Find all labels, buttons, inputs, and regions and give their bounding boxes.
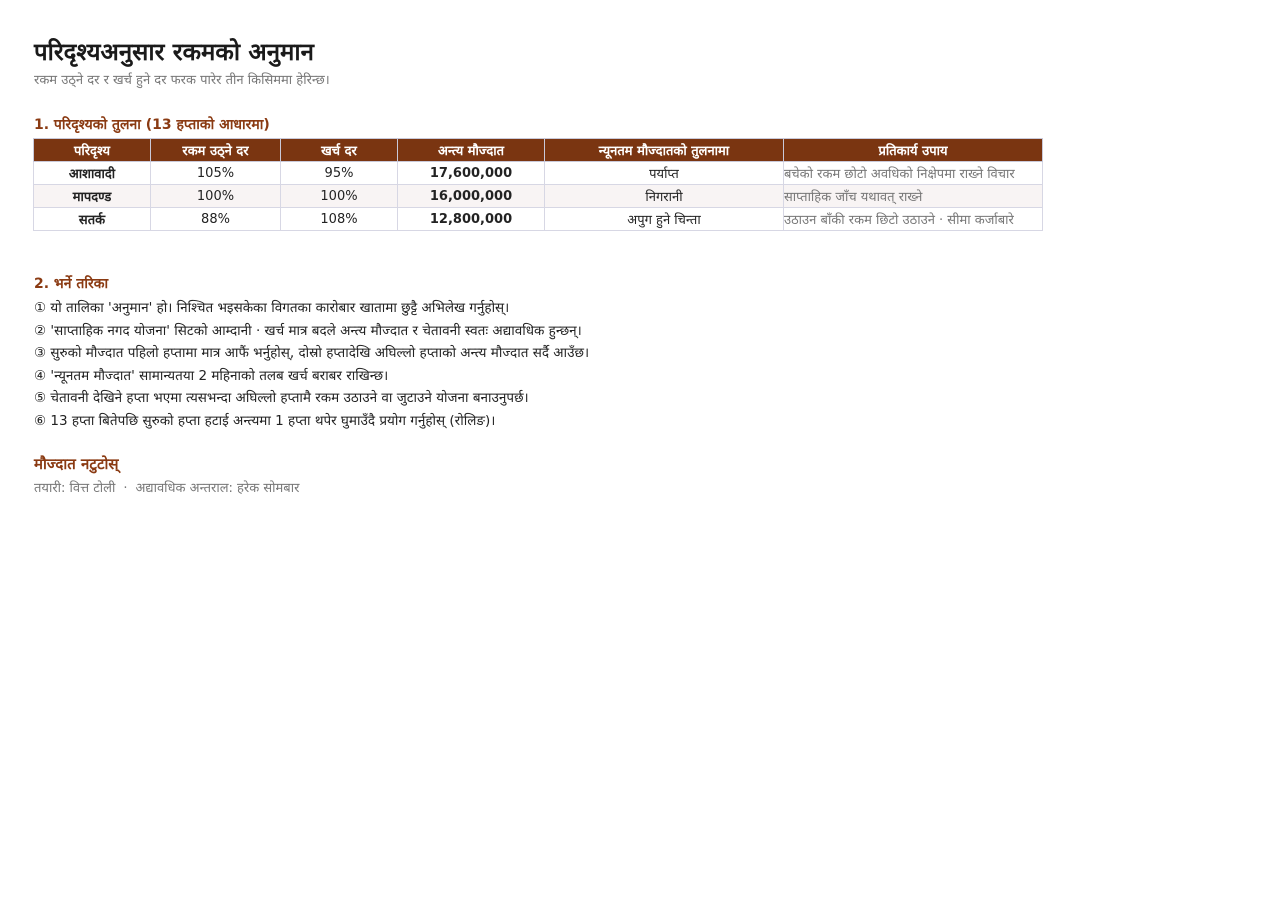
comparison-heading: 1. परिदृश्यको तुलना (13 हप्ताको आधारमा)	[34, 117, 270, 133]
cell-action: उठाउन बाँकी रकम छिटो उठाउने · सीमा कर्जाबारे	[784, 208, 1043, 231]
column-header-vs-minimum: न्यूनतम मौज्दातको तुलनामा	[545, 139, 784, 162]
list-item: ④ 'न्यूनतम मौज्दात' सामान्यतया 2 महिनाको तलब खर्च बराबर राखिन्छ।	[34, 367, 389, 384]
page-subtitle: रकम उठ्ने दर र खर्च हुने दर फरक पारेर तीन किसिममा हेरिन्छ।	[34, 73, 330, 88]
footer-separator: ·	[123, 481, 128, 496]
instructions-list	[34, 297, 1238, 432]
footer-meta	[34, 480, 1238, 498]
cell-collect-rate: 100%	[151, 185, 281, 208]
cell-spend-rate: 100%	[281, 185, 398, 208]
list-item: ② 'साप्ताहिक नगद योजना' सिटको आम्दानी · खर्च मात्र बदले अन्त्य मौज्दात र चेतावनी स्वतः अद्यावधिक हुन्छन्।	[34, 322, 582, 339]
cell-vs-minimum: पर्याप्त	[545, 162, 784, 185]
list-item: ③ सुरुको मौज्दात पहिलो हप्तामा मात्र आफैं भर्नुहोस्, दोस्रो हप्तादेखि अघिल्लो हप्ताको अन्त्य मौज्दात सर्दै आउँछ।	[34, 345, 590, 361]
cell-ending-balance: 16,000,000	[398, 185, 545, 208]
cell-collect-rate: 105%	[151, 162, 281, 185]
update-interval: अद्यावधिक अन्तराल: हरेक सोमबार	[135, 481, 300, 496]
cell-action: बचेको रकम छोटो अवधिको निक्षेपमा राख्ने विचार	[784, 162, 1043, 185]
cell-action: साप्ताहिक जाँच यथावत् राख्ने	[784, 185, 1043, 208]
cell-ending-balance: 17,600,000	[398, 162, 545, 185]
list-item: ⑥ 13 हप्ता बितेपछि सुरुको हप्ता हटाई अन्त्यमा 1 हप्ता थपेर घुमाउँदै प्रयोग गर्नुहोस् (रोलिङ)।	[34, 412, 496, 429]
table-row	[34, 208, 1043, 231]
cell-collect-rate: 88%	[151, 208, 281, 231]
column-header-action: प्रतिकार्य उपाय	[784, 139, 1043, 162]
instructions-heading: 2. भर्ने तरिका	[34, 276, 109, 292]
column-header-scenario: परिदृश्य	[34, 139, 151, 162]
list-item: ⑤ चेतावनी देखिने हप्ता भएमा त्यसभन्दा अघिल्लो हप्तामै रकम उठाउने वा जुटाउने योजना बनाउनुपर्छ।	[34, 390, 529, 406]
cell-ending-balance: 12,800,000	[398, 208, 545, 231]
prepared-by: तयारी: वित्त टोली	[34, 481, 116, 496]
cell-scenario: सतर्क	[34, 208, 151, 231]
cell-scenario: आशावादी	[34, 162, 151, 185]
cell-vs-minimum: निगरानी	[545, 185, 784, 208]
cell-vs-minimum: अपुग हुने चिन्ता	[545, 208, 784, 231]
table-header-row	[34, 139, 1043, 162]
cell-spend-rate: 95%	[281, 162, 398, 185]
list-item: ① यो तालिका 'अनुमान' हो। निश्चित भइसकेका विगतका कारोबार खातामा छुट्टै अभिलेख गर्नुहोस्।	[34, 300, 510, 316]
column-header-spend-rate: खर्च दर	[281, 139, 398, 162]
column-header-ending-balance: अन्त्य मौज्दात	[398, 139, 545, 162]
cell-scenario: मापदण्ड	[34, 185, 151, 208]
page-title: परिदृश्यअनुसार रकमको अनुमान	[34, 38, 314, 66]
table-row	[34, 185, 1043, 208]
cell-spend-rate: 108%	[281, 208, 398, 231]
footer-title: मौज्दात नटुटोस्	[34, 455, 119, 473]
column-header-collect-rate: रकम उठ्ने दर	[151, 139, 281, 162]
table-row	[34, 162, 1043, 185]
scenario-table	[33, 138, 1043, 231]
